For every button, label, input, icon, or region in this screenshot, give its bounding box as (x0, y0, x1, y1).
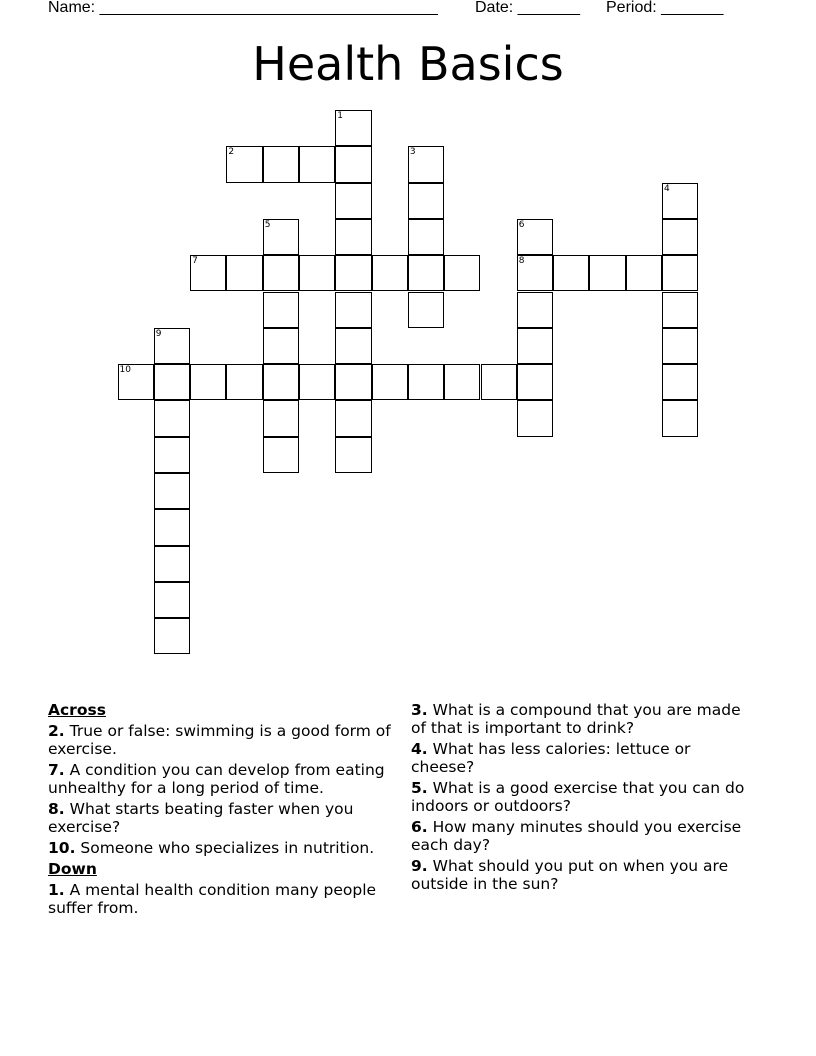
clue-number: 9 (155, 328, 162, 339)
grid-cell[interactable] (263, 146, 299, 182)
date-label: Date: (475, 0, 514, 16)
grid-cell[interactable] (662, 364, 698, 400)
grid-cell[interactable] (263, 328, 299, 364)
clue-down-5: 5. What is a good exercise that you can do indoors or outdoors? (411, 779, 745, 815)
grid-cell[interactable] (263, 364, 299, 400)
grid-cell[interactable] (335, 146, 371, 182)
grid-cell[interactable] (154, 618, 190, 654)
clue-across-8: 8. What starts beating faster when you exercise? (48, 800, 354, 836)
grid-cell[interactable] (517, 328, 553, 364)
grid-cell[interactable] (517, 255, 553, 291)
clue-number: 10 (119, 365, 131, 376)
clue-down-1: 1. A mental health condition many people suffer from. (48, 881, 377, 917)
grid-cell[interactable] (154, 328, 190, 364)
grid-cell[interactable] (517, 400, 553, 436)
grid-cell[interactable] (190, 364, 226, 400)
across-heading: Across (48, 701, 106, 719)
grid-cell[interactable] (154, 400, 190, 436)
grid-cell[interactable] (154, 509, 190, 545)
grid-cell[interactable] (517, 219, 553, 255)
grid-cell[interactable] (154, 582, 190, 618)
grid-cell[interactable] (662, 328, 698, 364)
clues-column-right (411, 701, 756, 896)
grid-cell[interactable] (154, 437, 190, 473)
grid-cell[interactable] (190, 255, 226, 291)
grid-cell[interactable] (154, 546, 190, 582)
grid-cell[interactable] (154, 473, 190, 509)
grid-cell[interactable] (263, 219, 299, 255)
grid-cell[interactable] (263, 400, 299, 436)
grid-cell[interactable] (226, 255, 262, 291)
grid-cell[interactable] (263, 255, 299, 291)
grid-cell[interactable] (662, 255, 698, 291)
grid-cell[interactable] (335, 292, 371, 328)
grid-cell[interactable] (589, 255, 625, 291)
page-title: Health Basics (252, 37, 564, 91)
grid-cell[interactable] (299, 364, 335, 400)
grid-cell[interactable] (335, 255, 371, 291)
grid-cell[interactable] (335, 219, 371, 255)
grid-cell[interactable] (408, 292, 444, 328)
grid-cell[interactable] (662, 219, 698, 255)
grid-cell[interactable] (408, 183, 444, 219)
clue-across-7: 7. A condition you can develop from eating unhealthy for a long period of time. (48, 761, 385, 797)
grid-cell[interactable] (299, 255, 335, 291)
grid-cell[interactable] (263, 437, 299, 473)
clues-column-left (48, 701, 408, 920)
grid-cell[interactable] (226, 146, 262, 182)
down-heading: Down (48, 860, 97, 878)
clue-across-10: 10. Someone who specializes in nutrition. (48, 839, 375, 857)
clue-down-6: 6. How many minutes should you exercise each day? (411, 818, 742, 854)
grid-cell[interactable] (335, 437, 371, 473)
clue-number: 5 (264, 219, 271, 230)
grid-cell[interactable] (444, 364, 480, 400)
name-line[interactable]: ______________________________________ (99, 0, 438, 16)
clue-number: 3 (409, 147, 416, 158)
grid-cell[interactable] (335, 400, 371, 436)
grid-cell[interactable] (553, 255, 589, 291)
grid-cell[interactable] (118, 364, 154, 400)
grid-cell[interactable] (372, 364, 408, 400)
clue-down-9: 9. What should you put on when you are outside in the sun? (411, 857, 729, 893)
date-line[interactable]: _______ (517, 0, 580, 16)
grid-cell[interactable] (408, 364, 444, 400)
grid-cell[interactable] (662, 183, 698, 219)
grid-cell[interactable] (662, 292, 698, 328)
clue-down-4: 4. What has less calories: lettuce or cheese? (411, 740, 691, 776)
grid-cell[interactable] (226, 364, 262, 400)
grid-cell[interactable] (263, 292, 299, 328)
grid-cell[interactable] (662, 400, 698, 436)
clue-number: 6 (518, 219, 525, 230)
grid-cell[interactable] (626, 255, 662, 291)
clue-down-3: 3. What is a compound that you are made of that is important to drink? (411, 701, 741, 737)
name-label: Name: (48, 0, 96, 16)
grid-cell[interactable] (408, 255, 444, 291)
period-line[interactable]: _______ (661, 0, 724, 16)
clue-number: 1 (337, 111, 344, 121)
clue-number: 7 (192, 256, 198, 267)
clue-number: 8 (518, 256, 525, 267)
clue-number: 2 (228, 147, 235, 158)
grid-cell[interactable] (517, 364, 553, 400)
grid-cell[interactable] (335, 328, 371, 364)
grid-cell[interactable] (335, 110, 371, 146)
clue-number: 4 (664, 183, 670, 194)
grid-cell[interactable] (517, 292, 553, 328)
grid-cell[interactable] (408, 219, 444, 255)
grid-cell[interactable] (335, 364, 371, 400)
grid-cell[interactable] (154, 364, 190, 400)
grid-cell[interactable] (408, 146, 444, 182)
grid-cell[interactable] (335, 183, 371, 219)
grid-cell[interactable] (372, 255, 408, 291)
period-label: Period: (606, 0, 657, 16)
clue-across-2: 2. True or false: swimming is a good form of exercise. (48, 722, 391, 758)
grid-cell[interactable] (444, 255, 480, 291)
grid-cell[interactable] (299, 146, 335, 182)
grid-cell[interactable] (481, 364, 517, 400)
